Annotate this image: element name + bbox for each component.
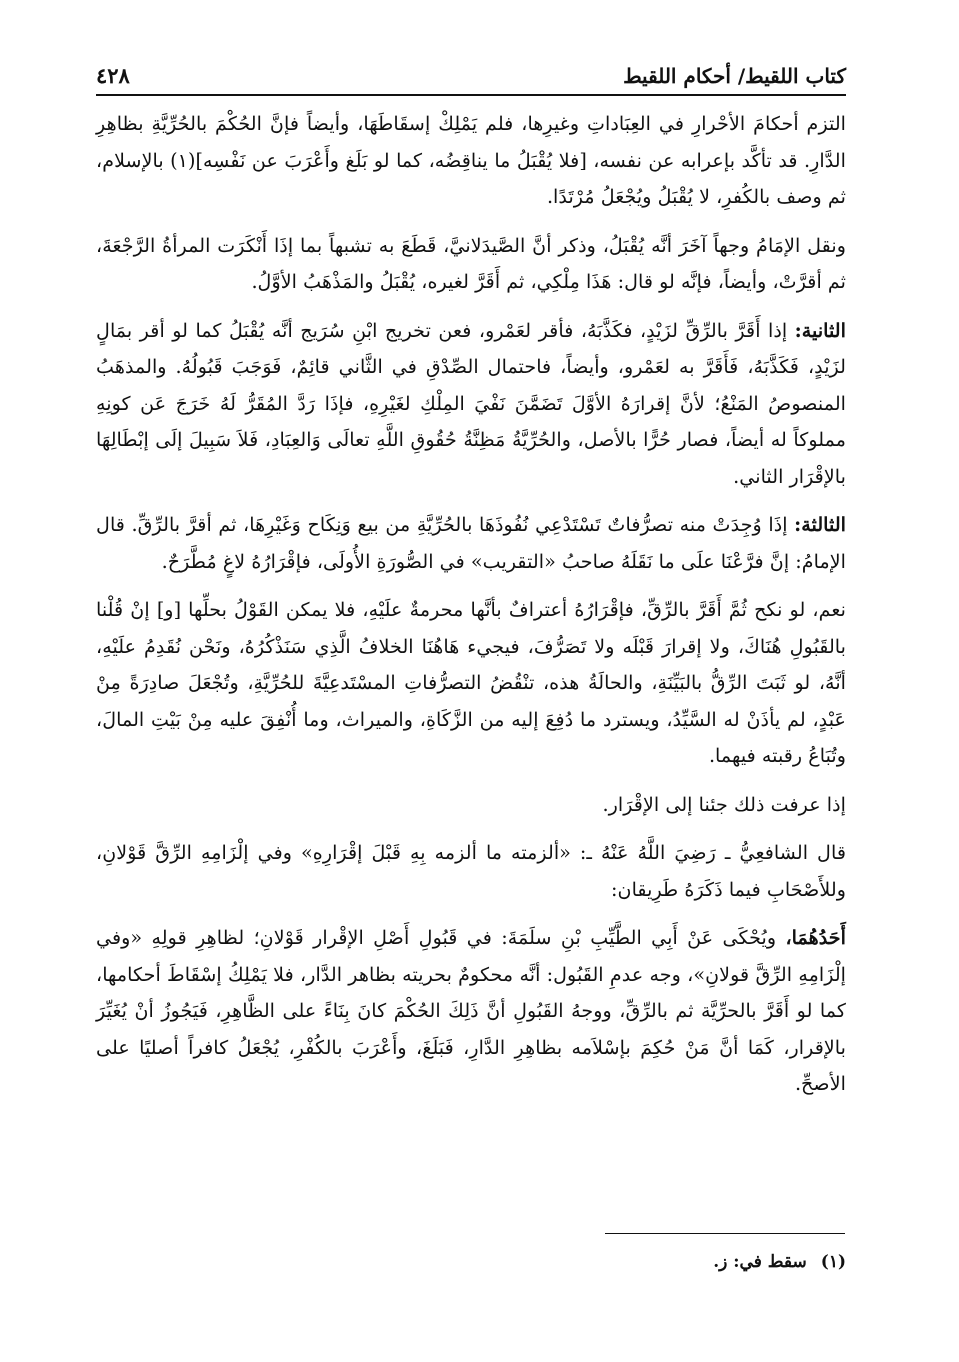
paragraph (96, 920, 846, 1103)
page (96, 52, 846, 1115)
paragraph (96, 835, 846, 908)
header-title: كتاب اللقيط/ أحكام اللقيط (623, 64, 846, 88)
running-header (96, 52, 846, 88)
paragraph (96, 313, 846, 496)
footnote-divider (605, 1233, 845, 1234)
footnote-number: (١) (820, 1252, 846, 1272)
page-number: ٤٢٨ (96, 63, 130, 88)
header-divider (96, 94, 846, 96)
paragraph (96, 787, 846, 824)
paragraph (96, 228, 846, 301)
paragraph-text: التزم أحكامَ الأحْرارِ في العِبَاداتِ وغيرِها، فلم يَمْلِكْ إسقَاطَهَا، وأيضاً فإنَّ الحُكْمَ بالحُرِّيَّةِ بظاهِرِ الدَّارِ. قد تأكَّد بإعرابه عن نفسه، [فلا يُقْبَلُ ما يناقِضُه، كما لو بَلَغ وأَعْرَبَ عن نَفْسِه](١) بالإسلام، ثم وصف بالكُفرِ، لا يُقْبَلُ ويُجْعَلُ مُرْتَدًا. (96, 112, 846, 208)
paragraph-text: إذا عرفت ذلك جئنا إلى الإقْرَار. (602, 792, 846, 816)
footnote-text: سقط في: ز. (713, 1252, 807, 1272)
footnote (96, 1247, 846, 1277)
paragraph (96, 106, 846, 216)
main-text (96, 106, 846, 1103)
paragraph-text: إذَا وُجِدَتْ منه تصرُّفاتٌ تَسْتَدْعِي نُفُوذَهَا بالحُرِّيَّةِ من بيع وَنِكَاح وَغَيْرِهَا، ثم أقرَّ بالرِّقِّ. قال الإمامُ: إنَّ فرَّعْنَا علَى ما نَقَلَهُ صاحبُ «التقريب» في الصُّورَةِ الأُولَى، فإقْرَارُهُ لاغٍ مُطَّرَحٌ. (96, 513, 846, 573)
paragraph-lead: أَحَدُهُمَا، (785, 926, 846, 949)
paragraph-text: إذا أَقَرَّ بالرِّقِّ لزَيْدٍ، فكَذَّبَهُ، فأقر لعَمْرو، فعن تخريج ابْنِ سُرَيج أنَّه يُقْبَلُ كما لو أقر بمَالٍ لزَيْدٍ، فَكَذَّبَهُ، فَأَقَرَّ به لعَمْرو، وأيضاً، فاحتمال الصِّدْقِ في الثَّاني قائِمٌ، فَوَجَبَ قَبُولُهُ. والمذهَبُ المنصوصُ المَنْعُ؛ لأنَّ إقرارَهُ الأوَّلَ تَضَمَّنَ نَفْيَ المِلْكِ لغَيْرِهِ، فإذَا رَدَّ المُقَرُّ لَهُ خَرَجَ عَن كونِهِ مملوكاً له أيضاً، فصار حُرًّا بالأصل، والحُرِّيَّةُ مَظِنَّةُ حُقُوقِ اللَّهِ تعالَى وَالعِبَادِ، فَلاَ سَبِيلَ إلَى إبْطَالِهَا بالإقْرَار الثاني. (96, 318, 846, 488)
paragraph-text: ويُحْكَى عَنْ أَبِي الطَّيِّبِ بْنِ سلَمَةَ: في قَبُولِ أَصْلِ الإقْرار قَوْلانِ؛ لظاهِرِ قولِهِ «وفي إلْزَامِهِ الرِّقَّ قولانِ»، وجه عدمِ القَبُول: أنَّه محكومٌ بحريته بظاهر الدَّار، فلا يَمْلِكُ إسْقَاطَ أحكامها، كما لو أَقَرَّ بالحرِّيَّة ثم بالرِّقِّ، ووجهُ القَبُولِ أنَّ ذَلِكَ الحُكْمَ كانَ بِنَاءً على الظَّاهِرِ، فَيَجُوزُ أنْ يُغَيِّرَ بالإقرار، كَمَا أنَّ مَنْ حُكِمَ بإسْلاَمه بظاهِرِ الدَّارِ، فَبَلَغَ، وأَعْرَبَ بالكُفْرِ، يُجْعَلُ كافراً أصليًا على الأصحِّ. (96, 926, 846, 1095)
paragraph (96, 507, 846, 580)
paragraph-lead: الثانية: (794, 318, 846, 342)
paragraph (96, 592, 846, 775)
paragraph-lead: الثالثة: (794, 513, 846, 536)
paragraph-text: ونقل الإمَامُ وجهاً آخَرَ أنَّه يُقْبَلُ، وذكر أنَّ الصَّيدَلانيَّ، قَطَعَ به تشبهاً بما إذَا أَنْكَرَت المرأةُ الرَّجْعَةَ، ثم أقرَّتْ، وأيضاً، فإنَّه لو قال: هَذَا مِلْكِي، ثم أَقَرَّ لغيره، يُقْبَلُ والمَذْهَبُ الأوَّلُ. (96, 233, 846, 293)
paragraph-text: نعم، لو نكح ثُمَّ أَقَرَّ بالرِّقِّ، فإقْرَارُهُ أعترافٌ بأنَّها محرمةٌ علَيْهِ، فلا يمكن القَوْلُ بحلِّها [و] إنْ قُلْنا بالقَبُولِ هُنَاكَ، ولا إقرارَ قَبْلَه ولا تَصَرُّفَ، فيجيء هَاهُنَا الخلافُ الَّذِي سَنَذْكُرُهُ، ونَحْن نُقَدِمُ علَيْهِ، أنَّهُ، لو ثَبَتَ الرِّقُّ بالبَيِّنَةِ، والحالَةُ هذه، تنْقُضُ التصرُّفاتِ المسْتَدعِيَّةَ للحُرِّيَّةِ، وتُجْعَلَ صادِرَةً مِنْ عَبْدٍ، لم يأذَنْ له السَّيِّدُ، ويسترد ما دُفِعَ إليه من الزَّكَاةِ، والميراث، وما أُنْفِقَ عليه مِنْ بَيْتِ المالَ، وتُبَاعُ رقبته فيهما. (96, 598, 846, 767)
paragraph-text: قال الشافعِيُّ ـ رَضِيَ اللَّهُ عَنْهُ ـ: «ألزمته ما ألزمه بِهِ قَبْلَ إقْرَارِهِ» وفي إلْزَامِهِ الرِّقَّ قَوْلانِ، وللأَصْحَابِ فيما ذَكَرَهُ طَرِيقان: (96, 841, 846, 901)
